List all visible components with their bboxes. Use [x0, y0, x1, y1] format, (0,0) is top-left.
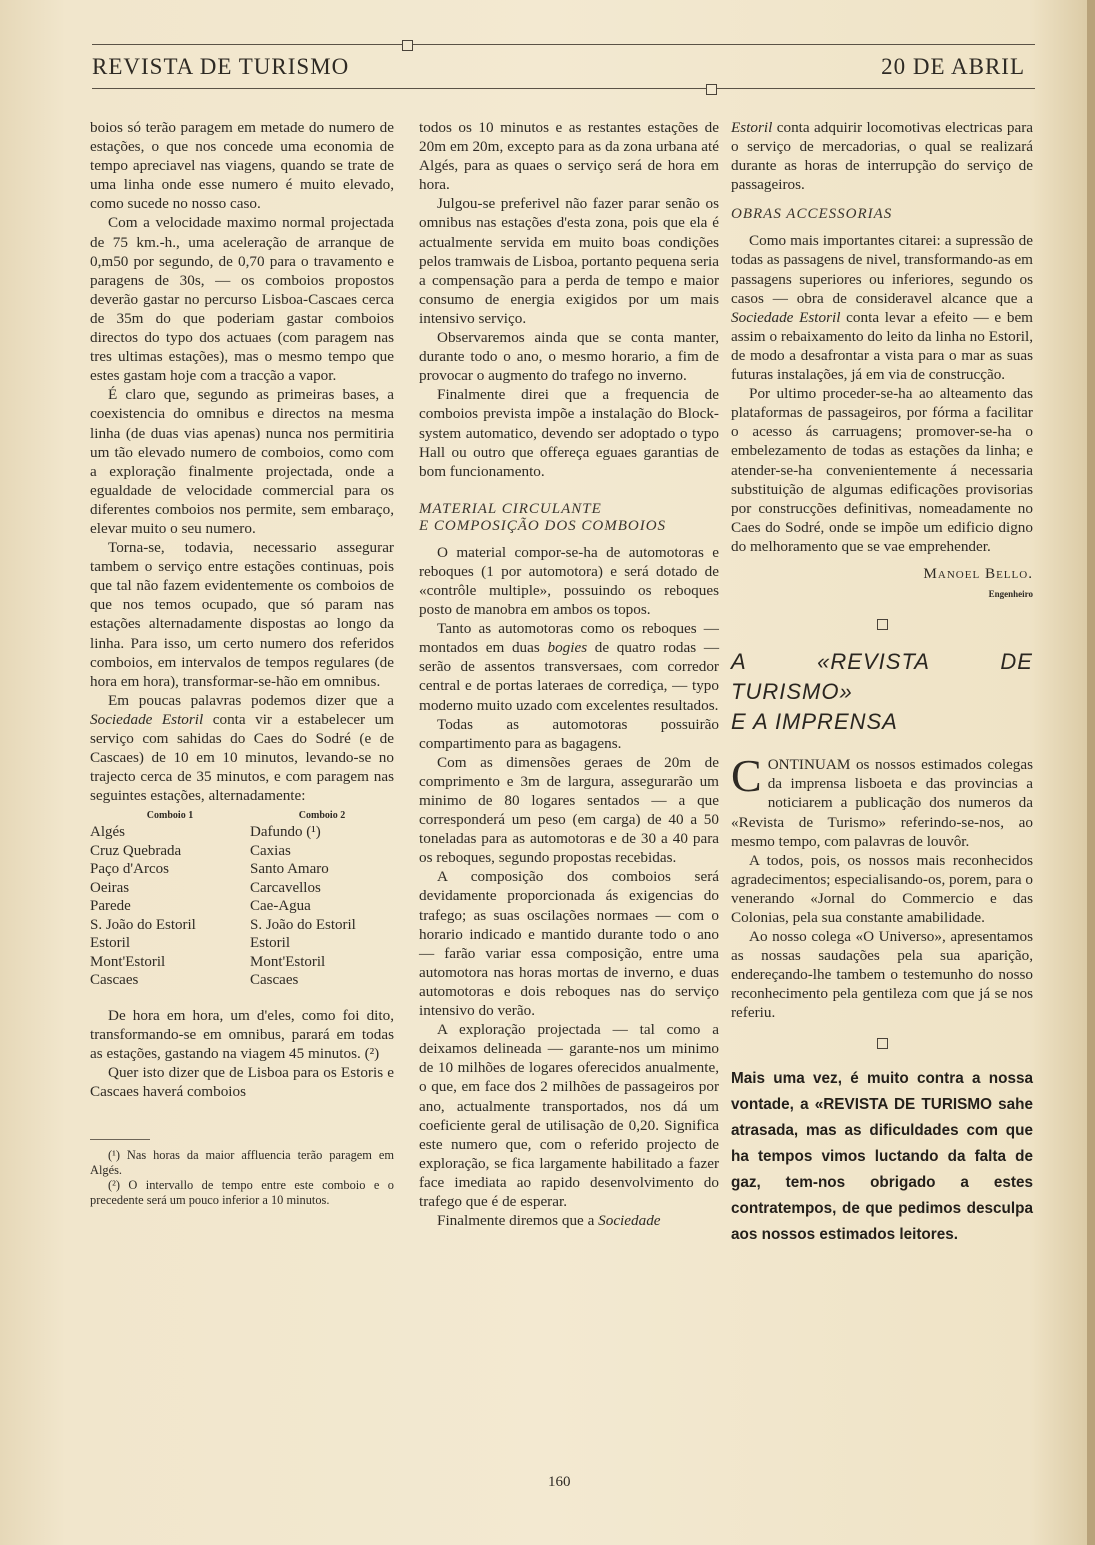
station-cell: Dafundo (¹) — [250, 824, 321, 841]
table-header-comboio-1: Comboio 1 — [146, 810, 194, 822]
footnote-1: (¹) Nas horas da maior affluencia terão paragem em Algés. — [90, 1148, 394, 1178]
section-heading: MATERIAL CIRCULANTE E COMPOSIÇÃO DOS COMBOIOS — [419, 500, 667, 534]
paragraph: Tanto as automotoras como os reboques — montados em duas bogies de quatro rodas — serão de assentos transversaes, com corredor central e de portas lateraes de corrediça, — typo moderno muito uzado com excelentes resultados. — [419, 620, 720, 714]
station-cell: Caxias — [250, 842, 291, 859]
article-title: A «REVISTA DE TURISMO» E A IMPRENSA — [731, 649, 1033, 735]
page-number: 160 — [548, 1474, 571, 1490]
column-1 — [90, 118, 394, 1208]
header-ornament-right — [706, 84, 717, 95]
company-name: Estoril — [731, 119, 773, 136]
table-header-comboio-2: Comboio 2 — [298, 810, 346, 822]
station-cell: Cascaes — [250, 972, 299, 989]
delay-notice: Mais uma vez, é muito contra a nossa vontade, a «REVISTA DE TURISMO sahe atrasada, mas as dificuldades com que ha tempos vimos luctando da falta de gaz, tem-nos obrigado a estes contratempos, de que pedimos desculpa aos nossos estimados leitores. — [731, 1069, 1033, 1243]
station-cell: Santo Amaro — [250, 861, 329, 878]
ornament-icon — [877, 1038, 888, 1049]
company-name: Sociedade Estoril — [731, 308, 841, 326]
paragraph: A exploração projectada — tal como a deixamos delineada — garante-nos um minimo de 10 milhões de logares oferecidos anualmente, o que, em face dos 2 milhões de passageiros por ano, actualmente transportados, nos dá um coeficiente geral de utilisação de 0,20. Significa este numero que, com o referido projecto de exploração, se fica largamente habilitado a fazer face imediata ao rapido desenvolvimento do trafego que é de esperar. — [419, 1021, 719, 1210]
paragraph: Estoril conta adquirir locomotivas electricas para o serviço de mercadorias, o qual se realizará durante as horas de interrupção do serviço de passageiros. — [731, 119, 1033, 194]
paragraph: Em poucas palavras podemos dizer que a Sociedade Estoril conta vir a estabelecer um serviço com sahidas do Caes do Sodré (e de Cascaes) de 10 em 10 minutos, levando-se no trajecto cerca de 35 minutos, e com paragem nas seguintes estações, alternadamente: — [90, 691, 395, 805]
ornament-icon — [877, 619, 888, 630]
station-cell: Cae-Agua — [250, 898, 311, 915]
paragraph: boios só terão paragem em metade do numero de estações, o que nos concede uma economia de tempo apreciavel nas viagens, quando se trate de uma linha onde esse numero é muito elevado, como sucede no nosso caso. — [90, 119, 394, 213]
drop-cap: C — [731, 750, 762, 802]
section-heading: OBRAS ACCESSORIAS — [731, 206, 893, 223]
header-rule-top — [92, 44, 1035, 45]
paragraph: todos os 10 minutos e as restantes estações de 20m em 20m, excepto para as da zona urbana até Algés, para as quaes o serviço será de hora em hora. — [419, 119, 719, 194]
paragraph: Com a velocidade maximo normal projectada de 75 km.-h., uma aceleração de arranque de 0,m50 por segundo, de 0,70 para o travamento e paragens de 30s, — os comboios propostos deverão gastar no percurso Lisboa-Cascaes cerca de 35m do que poderiam gastar comboios directos do typo dos actuaes (com paragem nas tres ultimas estações), mas o mesmo tempo que estes gastam hoje com a tracção a vapor. — [90, 214, 394, 385]
column-3 — [731, 118, 1033, 1248]
section-separator — [731, 1035, 1033, 1054]
station-cell: Algés — [90, 824, 125, 841]
paragraph: A todos, pois, os nossos mais reconhecidos agradecimentos; especialisando-os, porem, para o venerando «Jornal do Commercio e das Colonias, pela sua constante amabilidade. — [731, 851, 1033, 926]
paragraph: Por ultimo proceder-se-ha ao alteamento das plataformas de passageiros, por fórma a facilitar o acesso ás carruagens; promover-se-ha o embelezamento de todas as estações da linha; e atender-se-ha convenientemente á necessaria substituição de algumas edificações provisorias por construcções definitivas, nomeadamente no Caes do Sodré, onde se impõe um edificio digno do melhoramento que se vae emprehender. — [731, 385, 1033, 555]
author-signature: Manoel Bello. — [923, 564, 1033, 582]
header-ornament — [402, 40, 413, 51]
station-cell: Mont'Estoril — [250, 953, 326, 970]
paragraph: Com as dimensões geraes de 20m de comprimento e 3m de largura, assegurarão um minimo de 80 logares sentados — a que corresponderá um peso (em carga) de 40 a 50 toneladas para as automotoras e de 30 a 40 para os reboques, segundo propostas recebidas. — [419, 753, 719, 867]
paragraph: CONTINUAM os nossos estimados colegas da imprensa lisboeta e das provincias a noticiarem a publicação dos numeros da «Revista de Turismo» referindo-se-nos, ao mesmo tempo, com palavras de louvôr. — [731, 750, 1033, 850]
header-rule-bottom — [92, 88, 1035, 89]
paragraph: A composição dos comboios será devidamente proporcionada ás exigencias do trafego; as suas oscilações normaes — com o horario indicado e mantido durante todo o ano — farão variar essa composição, entre uma automotora nas horas mortas de inverno, e duas automotoras e dois reboques nas do serviço intensivo do verão. — [419, 868, 719, 1020]
station-cell: Cascaes — [90, 972, 139, 989]
station-cell: Oeiras — [90, 879, 130, 896]
company-name: Sociedade — [598, 1212, 661, 1230]
paragraph: Julgou-se preferivel não fazer parar senão os omnibus nas estações d'esta zona, pois que ela é actualmente servida em muito boas condições pelos tramwais de Lisboa, portanto pequena seria a compensação para a perda de tempo e maior consumo de energia exigidos por um mais intensivo serviço. — [419, 195, 719, 327]
paragraph: Ao nosso colega «O Universo», apresentamos as nossas saudações pela sua aparição, endereçando-lhe tambem o testemunho do nosso reconhecimento pela gentileza com que já se nos referiu. — [731, 928, 1033, 1022]
paragraph: Todas as automotoras possuirão compartimento para as bagagens. — [419, 715, 719, 752]
station-cell: S. João do Estoril — [250, 916, 356, 933]
author-title: Engenheiro — [988, 589, 1033, 600]
issue-date: 20 DE ABRIL — [881, 54, 1025, 79]
station-cell: Carcavellos — [250, 879, 321, 896]
station-cell: Estoril — [250, 935, 290, 952]
paragraph: Torna-se, todavia, necessario assegurar tambem o serviço entre estações continuas, pois que tal não fazem evidentemente os comboios de que nos temos ocupado, que só param nas estações alternadamente dispostas ao longo da linha. Para isso, um certo numero dos referidos comboios, em intervalos de tempos regulares (de hora em hora), transformar-se-hão em omnibus. — [90, 539, 394, 690]
station-cell: Estoril — [90, 935, 130, 952]
page-edge — [1087, 0, 1095, 1545]
paragraph: Observaremos ainda que se conta manter, durante todo o ano, o mesmo horario, a fim de provocar o augmento do trafego no inverno. — [419, 329, 719, 385]
masthead-title: REVISTA DE TURISMO — [92, 54, 350, 79]
station-cell: Paço d'Arcos — [90, 861, 169, 878]
paragraph: De hora em hora, um d'eles, como foi dito, transformando-se em omnibus, parará em todas as estações, gastando na viagem 45 minutos. (²) — [90, 1006, 394, 1063]
paragraph: O material compor-se-ha de automotoras e reboques (1 por automotora) e será dotado de «contrôle multiple», possuindo os reboques posto de manobra em ambos os topos. — [419, 543, 719, 619]
paragraph: É claro que, segundo as primeiras bases, a coexistencia do omnibus e directos na mesma linha (de duas vias apenas) nunca nos permitiria um tão elevado numero de comboios, como com a exploração finalmente projectada, onde a egualdade de velocidade commercial para os diferentes comboios nos permite, sem embaraço, elevar muito o seu numero. — [90, 386, 394, 537]
station-cell: Cruz Quebrada — [90, 842, 182, 859]
section-separator — [731, 616, 1033, 635]
stations-table — [90, 809, 394, 990]
station-cell: Mont'Estoril — [90, 953, 166, 970]
station-cell: Parede — [90, 898, 131, 915]
paragraph: Finalmente diremos que a Sociedade — [437, 1212, 661, 1230]
station-cell: S. João do Estoril — [90, 916, 196, 933]
paragraph: Finalmente direi que a frequencia de comboios prevista impõe a instalação do Block-system automatico, devendo ser adoptado o typo Hall ou outro que offereça eguaes garantias de bom funcionamento. — [419, 386, 719, 480]
company-name: Sociedade Estoril — [90, 710, 204, 728]
paragraph: Quer isto dizer que de Lisboa para os Estoris e Cascaes haverá comboios — [90, 1064, 394, 1101]
footnote-2: (²) O intervallo de tempo entre este comboio e o precedente será um pouco inferior a 10 minutos. — [90, 1178, 394, 1208]
paragraph: Como mais importantes citarei: a supressão de todas as passagens de nivel, transformando-as em passagens superiores ou inferiores, segundo os casos — obra de consideravel alcance que a Sociedade Estoril conta levar a efeito — e bem assim o rebaixamento do leito da linha no Estoril, de modo a desafrontar a vista para o mar as suas futuras instalações, já em via de construcção. — [731, 232, 1033, 384]
column-2 — [419, 118, 719, 1230]
footnote-rule — [90, 1139, 150, 1140]
